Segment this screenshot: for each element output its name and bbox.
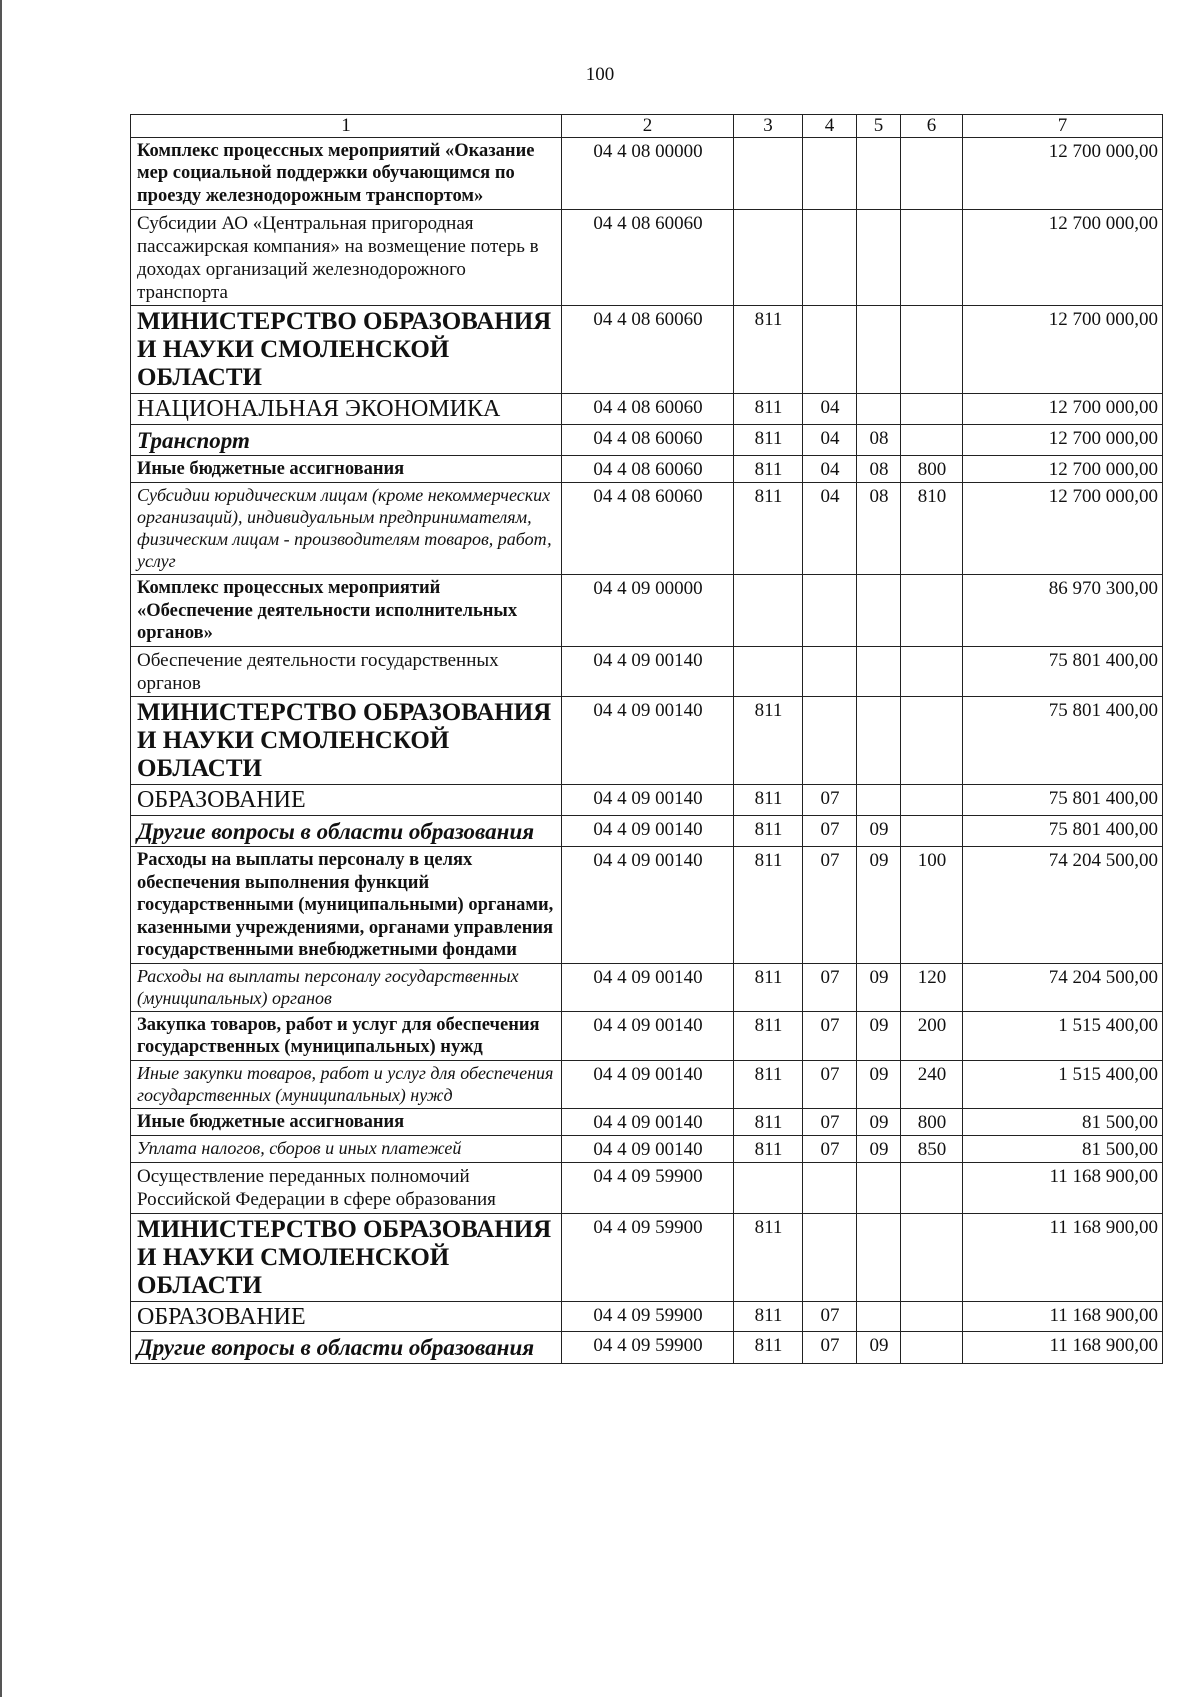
row-name-cell: Иные бюджетные ассигнования bbox=[131, 1108, 562, 1135]
target-code-cell: 04 4 09 00140 bbox=[562, 964, 734, 1012]
subsection-code-cell bbox=[857, 1301, 901, 1331]
row-name-cell: Иные бюджетные ассигнования bbox=[131, 456, 562, 483]
ministry-code-cell bbox=[734, 1163, 803, 1213]
row-name-cell: Уплата налогов, сборов и иных платежей bbox=[131, 1136, 562, 1163]
target-code-cell: 04 4 09 00140 bbox=[562, 815, 734, 847]
row-name-cell: Субсидии АО «Центральная пригородная пассажирская компания» на возмещение потерь в доходах организаций железнодорожного транспорта bbox=[131, 209, 562, 306]
amount-cell: 86 970 300,00 bbox=[963, 575, 1163, 647]
target-code-cell: 04 4 09 00140 bbox=[562, 1011, 734, 1060]
target-code-cell: 04 4 09 59900 bbox=[562, 1213, 734, 1301]
expense-type-cell bbox=[901, 424, 963, 456]
section-code-cell bbox=[803, 209, 857, 306]
subsection-code-cell bbox=[857, 697, 901, 785]
target-code-cell: 04 4 08 60060 bbox=[562, 209, 734, 306]
target-code-cell: 04 4 08 60060 bbox=[562, 424, 734, 456]
row-name-cell: МИНИСТЕРСТВО ОБРАЗОВАНИЯ И НАУКИ СМОЛЕНСКОЙ ОБЛАСТИ bbox=[131, 1213, 562, 1301]
expense-type-cell bbox=[901, 1332, 963, 1364]
section-code-cell bbox=[803, 137, 857, 209]
amount-cell: 1 515 400,00 bbox=[963, 1061, 1163, 1109]
section-code-cell bbox=[803, 575, 857, 647]
section-code-cell: 04 bbox=[803, 424, 857, 456]
ministry-code-cell: 811 bbox=[734, 1108, 803, 1135]
table-row bbox=[131, 1213, 1163, 1301]
amount-cell: 12 700 000,00 bbox=[963, 137, 1163, 209]
header-cell-4: 4 bbox=[803, 115, 857, 138]
row-name-cell: Другие вопросы в области образования bbox=[131, 815, 562, 847]
target-code-cell: 04 4 08 60060 bbox=[562, 483, 734, 575]
subsection-code-cell: 08 bbox=[857, 424, 901, 456]
row-name-cell: Комплекс процессных мероприятий «Оказание мер социальной поддержки обучающимся по проезду железнодорожным транспортом» bbox=[131, 137, 562, 209]
expense-type-cell: 800 bbox=[901, 1108, 963, 1135]
table-row bbox=[131, 456, 1163, 483]
table-row bbox=[131, 1301, 1163, 1331]
subsection-code-cell bbox=[857, 1213, 901, 1301]
subsection-code-cell bbox=[857, 209, 901, 306]
expense-type-cell bbox=[901, 306, 963, 394]
expense-type-cell: 810 bbox=[901, 483, 963, 575]
ministry-code-cell: 811 bbox=[734, 424, 803, 456]
section-code-cell: 04 bbox=[803, 483, 857, 575]
row-name-cell: Обеспечение деятельности государственных органов bbox=[131, 646, 562, 696]
amount-cell: 74 204 500,00 bbox=[963, 847, 1163, 964]
subsection-code-cell: 09 bbox=[857, 1332, 901, 1364]
section-code-cell: 07 bbox=[803, 847, 857, 964]
amount-cell: 12 700 000,00 bbox=[963, 306, 1163, 394]
table-row bbox=[131, 1163, 1163, 1213]
expense-type-cell: 850 bbox=[901, 1136, 963, 1163]
section-code-cell: 07 bbox=[803, 964, 857, 1012]
section-code-cell bbox=[803, 1163, 857, 1213]
table-row bbox=[131, 1011, 1163, 1060]
subsection-code-cell: 09 bbox=[857, 1061, 901, 1109]
expense-type-cell: 200 bbox=[901, 1011, 963, 1060]
section-code-cell: 04 bbox=[803, 394, 857, 424]
target-code-cell: 04 4 09 00140 bbox=[562, 1108, 734, 1135]
section-code-cell: 07 bbox=[803, 785, 857, 815]
scan-edge-line bbox=[0, 0, 2, 1697]
table-row bbox=[131, 815, 1163, 847]
expense-type-cell bbox=[901, 394, 963, 424]
ministry-code-cell: 811 bbox=[734, 1061, 803, 1109]
subsection-code-cell bbox=[857, 646, 901, 696]
ministry-code-cell: 811 bbox=[734, 697, 803, 785]
target-code-cell: 04 4 08 00000 bbox=[562, 137, 734, 209]
amount-cell: 11 168 900,00 bbox=[963, 1301, 1163, 1331]
row-name-cell: Комплекс процессных мероприятий «Обеспечение деятельности исполнительных органов» bbox=[131, 575, 562, 647]
section-code-cell: 07 bbox=[803, 1108, 857, 1135]
subsection-code-cell: 09 bbox=[857, 1011, 901, 1060]
target-code-cell: 04 4 09 00140 bbox=[562, 697, 734, 785]
expense-type-cell: 100 bbox=[901, 847, 963, 964]
ministry-code-cell: 811 bbox=[734, 785, 803, 815]
amount-cell: 11 168 900,00 bbox=[963, 1163, 1163, 1213]
section-code-cell bbox=[803, 1213, 857, 1301]
subsection-code-cell: 09 bbox=[857, 1108, 901, 1135]
subsection-code-cell bbox=[857, 394, 901, 424]
expense-type-cell: 240 bbox=[901, 1061, 963, 1109]
expense-type-cell bbox=[901, 785, 963, 815]
ministry-code-cell: 811 bbox=[734, 483, 803, 575]
table-row bbox=[131, 785, 1163, 815]
subsection-code-cell bbox=[857, 575, 901, 647]
row-name-cell: Расходы на выплаты персоналу в целях обеспечения выполнения функций государственными (муниципальными) органами, казенными учреждениями, органами управления государственными внебюджетными фондами bbox=[131, 847, 562, 964]
subsection-code-cell: 09 bbox=[857, 1136, 901, 1163]
header-cell-6: 6 bbox=[901, 115, 963, 138]
expense-type-cell bbox=[901, 1301, 963, 1331]
ministry-code-cell: 811 bbox=[734, 964, 803, 1012]
budget-table bbox=[130, 114, 1163, 1364]
section-code-cell: 07 bbox=[803, 1332, 857, 1364]
target-code-cell: 04 4 09 59900 bbox=[562, 1163, 734, 1213]
table-row bbox=[131, 209, 1163, 306]
ministry-code-cell: 811 bbox=[734, 306, 803, 394]
amount-cell: 12 700 000,00 bbox=[963, 483, 1163, 575]
target-code-cell: 04 4 09 00140 bbox=[562, 1061, 734, 1109]
table-row bbox=[131, 1108, 1163, 1135]
ministry-code-cell: 811 bbox=[734, 394, 803, 424]
row-name-cell: Расходы на выплаты персоналу государственных (муниципальных) органов bbox=[131, 964, 562, 1012]
header-cell-2: 2 bbox=[562, 115, 734, 138]
amount-cell: 11 168 900,00 bbox=[963, 1213, 1163, 1301]
section-code-cell bbox=[803, 306, 857, 394]
amount-cell: 75 801 400,00 bbox=[963, 697, 1163, 785]
table-row bbox=[131, 1061, 1163, 1109]
amount-cell: 81 500,00 bbox=[963, 1136, 1163, 1163]
row-name-cell: МИНИСТЕРСТВО ОБРАЗОВАНИЯ И НАУКИ СМОЛЕНСКОЙ ОБЛАСТИ bbox=[131, 697, 562, 785]
table-row bbox=[131, 306, 1163, 394]
section-code-cell: 07 bbox=[803, 815, 857, 847]
row-name-cell: НАЦИОНАЛЬНАЯ ЭКОНОМИКА bbox=[131, 394, 562, 424]
ministry-code-cell: 811 bbox=[734, 847, 803, 964]
ministry-code-cell bbox=[734, 137, 803, 209]
target-code-cell: 04 4 09 00140 bbox=[562, 646, 734, 696]
expense-type-cell bbox=[901, 209, 963, 306]
header-cell-3: 3 bbox=[734, 115, 803, 138]
target-code-cell: 04 4 09 59900 bbox=[562, 1301, 734, 1331]
target-code-cell: 04 4 09 00000 bbox=[562, 575, 734, 647]
subsection-code-cell: 09 bbox=[857, 847, 901, 964]
row-name-cell: Осуществление переданных полномочий Российской Федерации в сфере образования bbox=[131, 1163, 562, 1213]
table-row bbox=[131, 483, 1163, 575]
target-code-cell: 04 4 08 60060 bbox=[562, 394, 734, 424]
header-cell-7: 7 bbox=[963, 115, 1163, 138]
amount-cell: 11 168 900,00 bbox=[963, 1332, 1163, 1364]
row-name-cell: МИНИСТЕРСТВО ОБРАЗОВАНИЯ И НАУКИ СМОЛЕНСКОЙ ОБЛАСТИ bbox=[131, 306, 562, 394]
table-row bbox=[131, 646, 1163, 696]
amount-cell: 12 700 000,00 bbox=[963, 209, 1163, 306]
subsection-code-cell: 08 bbox=[857, 456, 901, 483]
target-code-cell: 04 4 09 00140 bbox=[562, 785, 734, 815]
table-row bbox=[131, 1136, 1163, 1163]
page-number: 100 bbox=[585, 64, 615, 85]
header-cell-1: 1 bbox=[131, 115, 562, 138]
ministry-code-cell: 811 bbox=[734, 815, 803, 847]
table-row bbox=[131, 964, 1163, 1012]
table-row bbox=[131, 137, 1163, 209]
target-code-cell: 04 4 08 60060 bbox=[562, 456, 734, 483]
row-name-cell: ОБРАЗОВАНИЕ bbox=[131, 1301, 562, 1331]
row-name-cell: Закупка товаров, работ и услуг для обеспечения государственных (муниципальных) нужд bbox=[131, 1011, 562, 1060]
table-row bbox=[131, 394, 1163, 424]
target-code-cell: 04 4 09 00140 bbox=[562, 1136, 734, 1163]
section-code-cell bbox=[803, 646, 857, 696]
target-code-cell: 04 4 09 00140 bbox=[562, 847, 734, 964]
expense-type-cell: 800 bbox=[901, 456, 963, 483]
amount-cell: 12 700 000,00 bbox=[963, 424, 1163, 456]
row-name-cell: Транспорт bbox=[131, 424, 562, 456]
amount-cell: 12 700 000,00 bbox=[963, 394, 1163, 424]
subsection-code-cell: 09 bbox=[857, 815, 901, 847]
table-row bbox=[131, 575, 1163, 647]
subsection-code-cell bbox=[857, 1163, 901, 1213]
amount-cell: 75 801 400,00 bbox=[963, 815, 1163, 847]
amount-cell: 1 515 400,00 bbox=[963, 1011, 1163, 1060]
section-code-cell: 04 bbox=[803, 456, 857, 483]
subsection-code-cell bbox=[857, 306, 901, 394]
row-name-cell: Иные закупки товаров, работ и услуг для обеспечения государственных (муниципальных) нужд bbox=[131, 1061, 562, 1109]
section-code-cell: 07 bbox=[803, 1301, 857, 1331]
expense-type-cell: 120 bbox=[901, 964, 963, 1012]
ministry-code-cell: 811 bbox=[734, 1136, 803, 1163]
section-code-cell: 07 bbox=[803, 1011, 857, 1060]
ministry-code-cell bbox=[734, 575, 803, 647]
expense-type-cell bbox=[901, 697, 963, 785]
target-code-cell: 04 4 08 60060 bbox=[562, 306, 734, 394]
table-row bbox=[131, 847, 1163, 964]
amount-cell: 75 801 400,00 bbox=[963, 646, 1163, 696]
table-row bbox=[131, 697, 1163, 785]
row-name-cell: Другие вопросы в области образования bbox=[131, 1332, 562, 1364]
header-cell-5: 5 bbox=[857, 115, 901, 138]
subsection-code-cell bbox=[857, 137, 901, 209]
section-code-cell: 07 bbox=[803, 1136, 857, 1163]
table-row bbox=[131, 1332, 1163, 1364]
expense-type-cell bbox=[901, 137, 963, 209]
section-code-cell bbox=[803, 697, 857, 785]
ministry-code-cell: 811 bbox=[734, 1332, 803, 1364]
ministry-code-cell bbox=[734, 209, 803, 306]
expense-type-cell bbox=[901, 575, 963, 647]
ministry-code-cell: 811 bbox=[734, 1011, 803, 1060]
amount-cell: 12 700 000,00 bbox=[963, 456, 1163, 483]
expense-type-cell bbox=[901, 815, 963, 847]
table-body bbox=[131, 115, 1163, 1364]
amount-cell: 74 204 500,00 bbox=[963, 964, 1163, 1012]
subsection-code-cell: 09 bbox=[857, 964, 901, 1012]
amount-cell: 75 801 400,00 bbox=[963, 785, 1163, 815]
amount-cell: 81 500,00 bbox=[963, 1108, 1163, 1135]
expense-type-cell bbox=[901, 1213, 963, 1301]
expense-type-cell bbox=[901, 1163, 963, 1213]
target-code-cell: 04 4 09 59900 bbox=[562, 1332, 734, 1364]
row-name-cell: ОБРАЗОВАНИЕ bbox=[131, 785, 562, 815]
row-name-cell: Субсидии юридическим лицам (кроме некоммерческих организаций), индивидуальным предпринимателям, физическим лицам - производителям товаров, работ, услуг bbox=[131, 483, 562, 575]
ministry-code-cell: 811 bbox=[734, 456, 803, 483]
ministry-code-cell bbox=[734, 646, 803, 696]
header-row bbox=[131, 115, 1163, 138]
ministry-code-cell: 811 bbox=[734, 1301, 803, 1331]
expense-type-cell bbox=[901, 646, 963, 696]
subsection-code-cell bbox=[857, 785, 901, 815]
section-code-cell: 07 bbox=[803, 1061, 857, 1109]
subsection-code-cell: 08 bbox=[857, 483, 901, 575]
ministry-code-cell: 811 bbox=[734, 1213, 803, 1301]
table-row bbox=[131, 424, 1163, 456]
